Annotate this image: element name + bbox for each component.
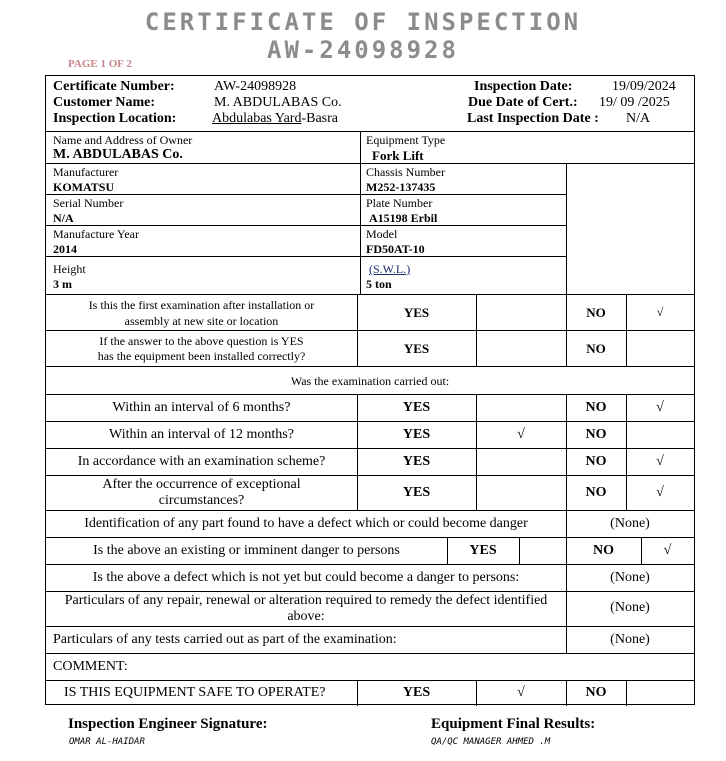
inspection-date-label: Inspection Date: — [474, 79, 573, 94]
comment-label: COMMENT: — [53, 659, 128, 674]
q2-no: NO — [586, 341, 606, 356]
customer-value: M. ABDULABAS Co. — [214, 95, 342, 110]
certificate-title: CERTIFICATE OF INSPECTION — [144, 8, 582, 36]
swl-value: 5 ton — [366, 277, 392, 291]
q1-line2: assembly at new site or location — [124, 314, 279, 328]
q8-text: Is the above an existing or imminent danger to persons — [93, 543, 400, 558]
q12-no: NO — [585, 685, 607, 700]
q1-no: NO — [586, 305, 606, 320]
model-value: FD50AT-10 — [366, 242, 425, 256]
location-label: Inspection Location: — [53, 111, 177, 126]
engineer-signature-label: Inspection Engineer Signature: — [68, 716, 268, 732]
year-value: 2014 — [53, 242, 77, 256]
model-label: Model — [366, 227, 398, 241]
plate-value: A15198 Erbil — [369, 211, 438, 225]
q3-check: √ — [656, 400, 664, 415]
location-value: Abdulabas Yard-Basra — [212, 111, 338, 126]
chassis-label: Chassis Number — [366, 165, 445, 179]
q7-text: Identification of any part found to have a defect which or could become danger — [84, 516, 528, 531]
certificate-code-title: AW-24098928 — [267, 36, 459, 64]
q1-check: √ — [656, 305, 664, 319]
q8-no: NO — [593, 543, 614, 558]
manager-name: QA/QC MANAGER AHMED .M — [431, 737, 551, 747]
q8-check: √ — [663, 543, 672, 558]
final-results-label: Equipment Final Results: — [431, 716, 596, 732]
height-value: 3 m — [53, 277, 72, 291]
q5-yes: YES — [402, 454, 431, 469]
q6-line1: After the occurrence of exceptional — [102, 477, 301, 492]
q11-answer: (None) — [610, 632, 650, 647]
last-inspection-label: Last Inspection Date : — [467, 111, 599, 126]
q5-check: √ — [656, 454, 664, 469]
cert-number-value: AW-24098928 — [214, 79, 297, 94]
q11-text: Particulars of any tests carried out as part of the examination: — [53, 632, 397, 647]
q12-check: √ — [517, 685, 525, 700]
q4-check: √ — [517, 427, 525, 442]
q5-no: NO — [585, 454, 607, 469]
q4-yes: YES — [402, 427, 431, 442]
q1-line1: Is this the first examination after installation or — [88, 298, 315, 312]
q3-yes: YES — [402, 400, 431, 415]
q4-text: Within an interval of 12 months? — [109, 427, 294, 442]
q12-yes: YES — [402, 685, 431, 700]
q9-answer: (None) — [610, 570, 650, 585]
q6-line2: circumstances? — [158, 493, 245, 508]
equipment-type-value: Fork Lift — [372, 148, 424, 163]
q3-no: NO — [585, 400, 607, 415]
page-label: PAGE 1 OF 2 — [68, 58, 132, 70]
examination-carried-heading: Was the examination carried out: — [290, 374, 450, 388]
q10-line2: above: — [287, 609, 325, 624]
engineer-name: OMAR AL-HAIDAR — [69, 737, 145, 747]
swl-label: (S.W.L.) — [369, 262, 411, 276]
q10-line1: Particulars of any repair, renewal or alteration required to remedy the defect identified — [64, 593, 548, 608]
q8-yes: YES — [469, 543, 497, 558]
plate-label: Plate Number — [366, 196, 433, 210]
due-date-value: 19/ 09 /2025 — [599, 95, 670, 110]
chassis-value: M252-137435 — [366, 180, 436, 194]
q2-line2: has the equipment been installed correctly? — [97, 349, 306, 363]
serial-label: Serial Number — [53, 196, 124, 210]
inspection-date-value: 19/09/2024 — [612, 79, 676, 94]
certificate-table — [45, 75, 695, 705]
owner-label: Name and Address of Owner — [53, 133, 193, 147]
last-inspection-value: N/A — [626, 111, 651, 126]
q6-check: √ — [656, 485, 664, 500]
q5-text: In accordance with an examination scheme? — [77, 454, 326, 469]
q6-no: NO — [585, 485, 607, 500]
q9-text: Is the above a defect which is not yet but could become a danger to persons: — [92, 570, 520, 585]
equipment-type-label: Equipment Type — [366, 133, 446, 147]
manufacturer-value: KOMATSU — [53, 180, 115, 194]
q2-line1: If the answer to the above question is YES — [99, 334, 304, 348]
manufacturer-label: Manufacturer — [53, 165, 119, 179]
q2-yes: YES — [403, 341, 430, 356]
q4-no: NO — [585, 427, 607, 442]
q12-text: IS THIS EQUIPMENT SAFE TO OPERATE? — [64, 685, 326, 700]
customer-label: Customer Name: — [53, 95, 155, 110]
q10-answer: (None) — [610, 600, 650, 615]
due-date-label: Due Date of Cert.: — [468, 95, 578, 110]
height-label: Height — [53, 262, 86, 276]
year-label: Manufacture Year — [53, 227, 139, 241]
q6-yes: YES — [402, 485, 431, 500]
owner-value: M. ABDULABAS Co. — [53, 147, 183, 162]
cert-number-label: Certificate Number: — [53, 79, 175, 94]
q7-answer: (None) — [610, 516, 650, 531]
serial-value: N/A — [53, 211, 74, 225]
q1-yes: YES — [403, 305, 430, 320]
q3-text: Within an interval of 6 months? — [112, 400, 291, 415]
